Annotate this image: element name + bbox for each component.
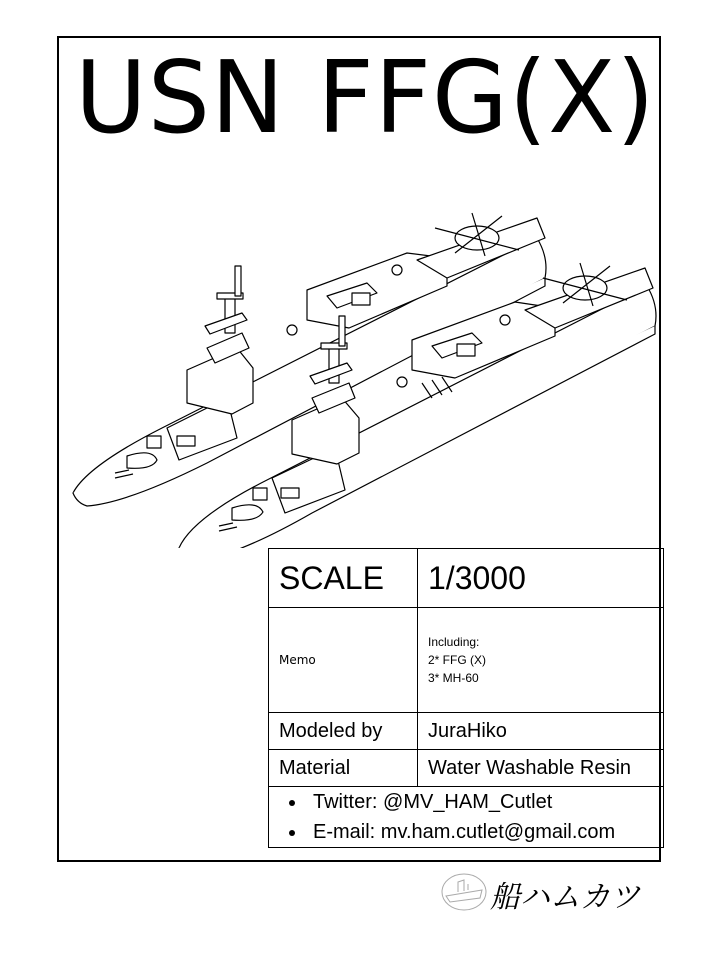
ship-logo-icon [440, 868, 488, 912]
brand-logo [440, 868, 650, 916]
page-title: USN FFG(X) [75, 39, 656, 156]
material-value: Water Washable Resin [418, 750, 664, 787]
memo-label: Memo [279, 653, 316, 667]
memo-line: Including: [428, 635, 480, 649]
memo-content [428, 633, 653, 687]
modeled-by-value: JuraHiko [418, 713, 664, 750]
twitter-contact: • Twitter: @MV_HAM_Cutlet [307, 787, 653, 817]
spec-sheet [57, 36, 661, 862]
contact-cell [269, 787, 664, 848]
material-label: Material [269, 750, 418, 787]
modeled-by-label: Modeled by [269, 713, 418, 750]
spec-table [268, 548, 664, 848]
brand-logo-text: 船ハムカツ [490, 880, 640, 915]
email-contact: • E-mail: mv.ham.cutlet@gmail.com [307, 817, 653, 847]
memo-line: 2* FFG (X) [428, 653, 487, 667]
scale-value: 1/3000 [418, 549, 664, 608]
scale-label: SCALE [269, 549, 418, 608]
ship-models-drawing [67, 198, 663, 548]
memo-line: 3* MH-60 [428, 671, 479, 685]
contact-list [279, 787, 653, 847]
